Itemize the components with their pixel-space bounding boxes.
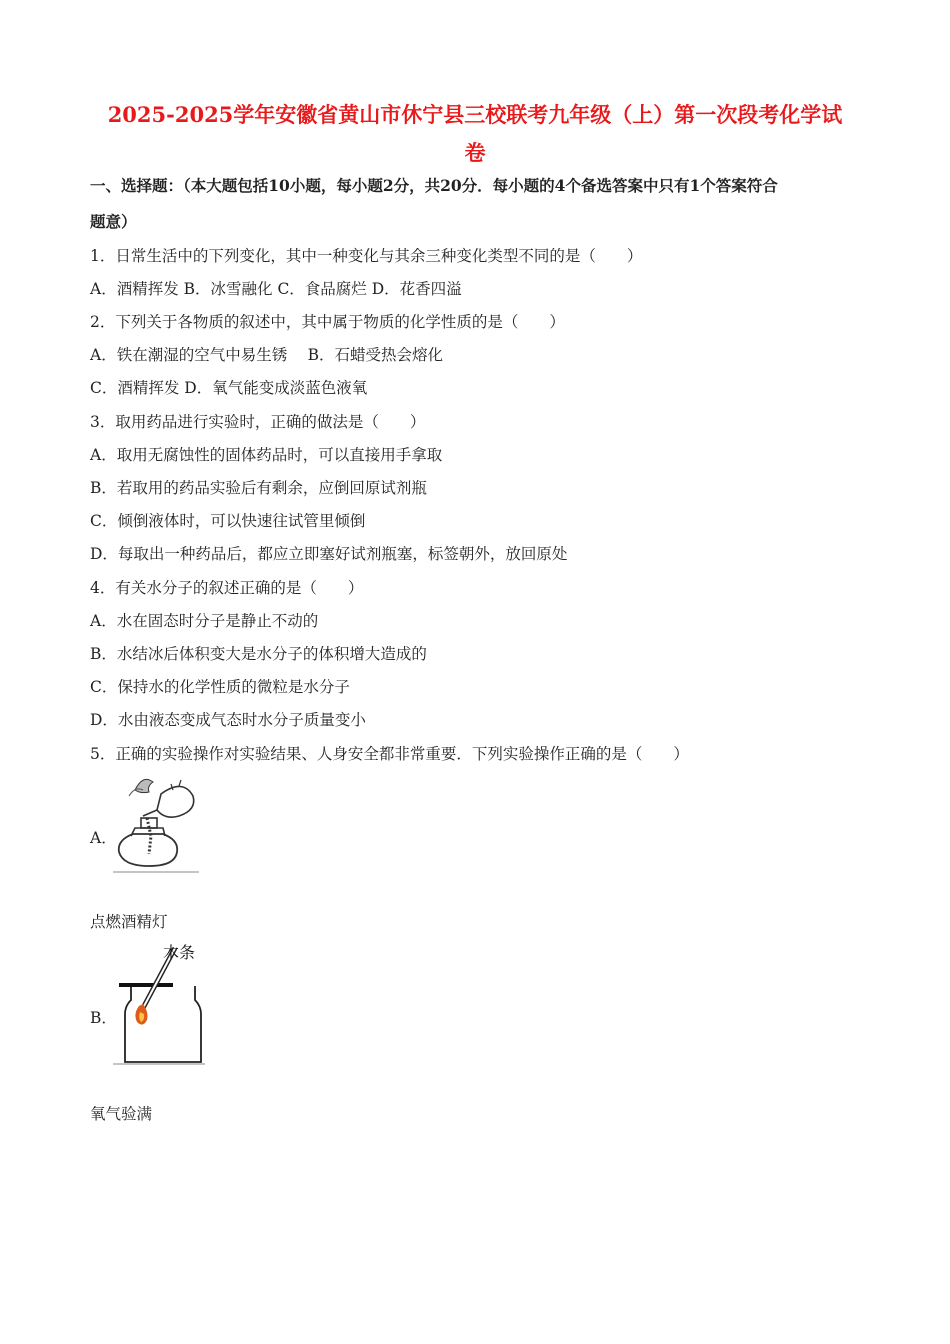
figure-b-caption: 氧气验满 xyxy=(90,1105,153,1123)
oxygen-bottle-figure xyxy=(113,940,205,1066)
figure-b-label: B． xyxy=(90,1009,117,1027)
figure-a-label: A． xyxy=(90,829,117,847)
question-3-option-d: D．每取出一种药品后，都应立即塞好试剂瓶塞，标签朝外，放回原处 xyxy=(90,545,568,563)
alcohol-lamp-figure xyxy=(113,776,199,874)
question-2-stem: 2．下列关于各物质的叙述中，其中属于物质的化学性质的是（ ） xyxy=(90,313,565,331)
section-heading-line-2: 题意） xyxy=(90,212,137,231)
question-3-stem: 3．取用药品进行实验时，正确的做法是（ ） xyxy=(90,413,426,431)
question-4-option-c: C．保持水的化学性质的微粒是水分子 xyxy=(90,678,350,696)
question-2-option-ab: A．铁在潮湿的空气中易生锈 B．石蜡受热会熔化 xyxy=(90,346,444,364)
figure-b-inner-label: 木条 xyxy=(163,943,196,962)
question-2-option-cd: C．酒精挥发 D．氧气能变成淡蓝色液氧 xyxy=(90,379,368,397)
question-1-options: A．酒精挥发 B．冰雪融化 C．食品腐烂 D．花香四溢 xyxy=(90,280,462,298)
figure-a-caption: 点燃酒精灯 xyxy=(90,913,168,931)
question-3-option-a: A．取用无腐蚀性的固体药品时，可以直接用手拿取 xyxy=(90,446,443,464)
section-heading-line-1: 一、选择题：（本大题包括10小题，每小题2分，共20分．每小题的4个备选答案中只有1个答案符合 xyxy=(90,176,778,195)
question-4-option-d: D．水由液态变成气态时水分子质量变小 xyxy=(90,711,366,729)
page-title xyxy=(60,96,890,172)
question-3-option-b: B．若取用的药品实验后有剩余，应倒回原试剂瓶 xyxy=(90,479,427,497)
title-line-1: 2025-2025学年安徽省黄山市休宁县三校联考九年级（上）第一次段考化学试 xyxy=(107,102,843,127)
question-3-option-c: C．倾倒液体时，可以快速往试管里倾倒 xyxy=(90,512,366,530)
question-4-option-b: B．水结冰后体积变大是水分子的体积增大造成的 xyxy=(90,645,427,663)
question-4-option-a: A．水在固态时分子是静止不动的 xyxy=(90,612,319,630)
question-1-stem: 1．日常生活中的下列变化，其中一种变化与其余三种变化类型不同的是（ ） xyxy=(90,247,643,265)
title-line-2: 卷 xyxy=(464,140,486,165)
question-4-stem: 4．有关水分子的叙述正确的是（ ） xyxy=(90,579,364,597)
question-5-stem: 5．正确的实验操作对实验结果、人身安全都非常重要．下列实验操作正确的是（ ） xyxy=(90,745,689,763)
